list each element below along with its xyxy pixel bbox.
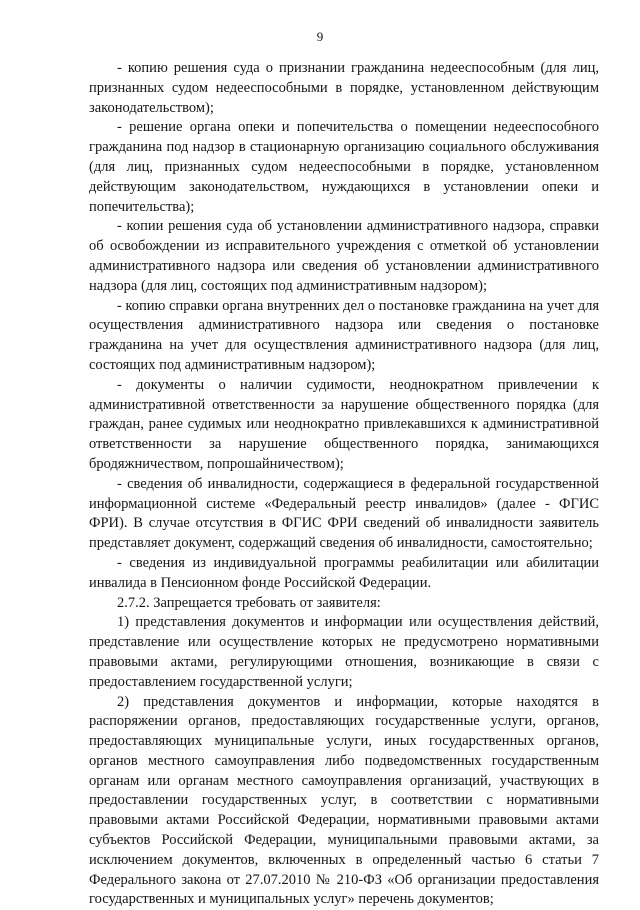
page-number: 9 xyxy=(0,29,640,45)
paragraph-rehabilitation-program: - сведения из индивидуальной программы реабилитации или абилитации инвалида в Пенсионном фонде Российской Федерации. xyxy=(89,554,599,594)
paragraph-criminal-record-documents: - документы о наличии судимости, неоднократном привлечении к административной ответственности за нарушение общественного порядка (для граждан, ранее судимых или неоднократно привлекавшихся к административной ответственности за нарушение общественного порядка, занимающихся бродяжничеством, попрошайничеством); xyxy=(89,376,599,475)
document-body xyxy=(89,59,599,910)
paragraph-guardianship-decision: - решение органа опеки и попечительства о помещении недееспособного гражданина под надзор в стационарную организацию социального обслуживания (для лиц, признанных судом недееспособными в порядке, установленном действующим законодательством, нуждающихся в установлении опеки и попечительства); xyxy=(89,118,599,217)
list-item-2: 2) представления документов и информации, которые находятся в распоряжении органов, предоставляющих государственные услуги, органов, предоставляющих муниципальные услуги, иных государственных органов, органов местного самоуправления либо подведомственных государственным органам или органам местного самоуправления организаций, участвующих в предоставлении государственных услуг, в соответствии с нормативными правовыми актами Российской Федерации, нормативными правовыми актами субъектов Российской Федерации, муниципальными правовыми актами, за исключением документов, включенных в определенный частью 6 статьи 7 Федерального закона от 27.07.2010 № 210-ФЗ «Об организации предоставления государственных и муниципальных услуг» перечень документов; xyxy=(89,693,599,910)
paragraph-court-incapacity-decision: - копию решения суда о признании гражданина недееспособным (для лиц, признанных судом недееспособными в порядке, установленном действующим законодательством); xyxy=(89,59,599,118)
section-heading-2-7-2: 2.7.2. Запрещается требовать от заявителя: xyxy=(89,594,599,614)
paragraph-police-registration-certificate: - копию справки органа внутренних дел о постановке гражданина на учет для осуществления административного надзора или сведения о постановке гражданина на учет для осуществления административного надзора (для лиц, состоящих под административным надзором); xyxy=(89,297,599,376)
paragraph-administrative-supervision-decision: - копии решения суда об установлении административного надзора, справки об освобождении из исправительного учреждения с отметкой об установлении административного надзора или сведения об установлении административного надзора (для лиц, состоящих под административным надзором); xyxy=(89,217,599,296)
paragraph-disability-information: - сведения об инвалидности, содержащиеся в федеральной государственной информационной системе «Федеральный реестр инвалидов» (далее - ФГИС ФРИ). В случае отсутствия в ФГИС ФРИ сведений об инвалидности заявитель представляет документ, содержащий сведения об инвалидности, самостоятельно; xyxy=(89,475,599,554)
list-item-1: 1) представления документов и информации или осуществления действий, представление или осуществление которых не предусмотрено нормативными правовыми актами, регулирующими отношения, возникающие в связи с предоставлением государственной услуги; xyxy=(89,613,599,692)
